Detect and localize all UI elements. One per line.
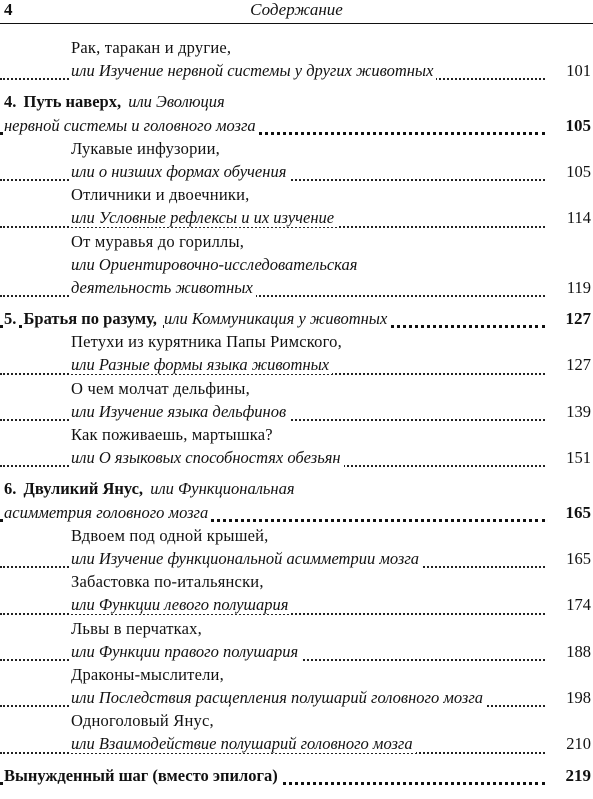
entry-title: Рак, таракан и другие, (71, 38, 234, 57)
chapter-heading-line (0, 477, 593, 500)
page-ref[interactable]: 127 (563, 353, 591, 376)
entry-subtitle: или Изучение языка дельфинов (71, 402, 289, 421)
entry-title-line (0, 137, 593, 160)
entry-title-line (0, 423, 593, 446)
toc-entry-line[interactable] (0, 59, 593, 82)
entry-subtitle: или Условные рефлексы и их изучение (71, 208, 337, 227)
entry-title: Забастовка по-итальянски, (71, 572, 267, 591)
page-ref[interactable]: 114 (564, 206, 591, 229)
entry-title-line (0, 709, 593, 732)
toc-entry-line[interactable] (0, 276, 593, 299)
toc-chapter-line[interactable] (0, 501, 593, 524)
entry-title: Петухи из курятника Папы Римского, (71, 332, 345, 351)
section-gap (0, 469, 593, 477)
epilogue-title: Вынужденный шаг (вместо эпилога) (4, 766, 281, 785)
toc-entry-line[interactable] (0, 640, 593, 663)
toc-chapter-line[interactable] (0, 307, 593, 330)
entry-title: Драконы-мыслители, (71, 665, 227, 684)
page-header (0, 0, 593, 22)
chapter-number: 5. (4, 309, 19, 328)
page-ref[interactable]: 165 (563, 547, 591, 570)
entry-title-line (0, 230, 593, 253)
running-head: Содержание (250, 0, 343, 19)
entry-title: Отличники и двоечники, (71, 185, 252, 204)
toc-chapter-line[interactable] (0, 114, 593, 137)
section-gap (0, 299, 593, 307)
page-ref[interactable]: 119 (564, 276, 591, 299)
entry-title: Лукавые инфузории, (71, 139, 223, 158)
entry-title: Львы в перчатках, (71, 619, 205, 638)
chapter-title: Путь наверх, (24, 92, 125, 111)
entry-subtitle: деятельность животных (71, 278, 256, 297)
entry-title: О чем молчат дельфины, (71, 379, 253, 398)
entry-subtitle: или Функции правого полушария (71, 642, 301, 661)
toc-entry-line[interactable] (0, 593, 593, 616)
entry-title-line (0, 377, 593, 400)
section-gap (0, 756, 593, 764)
chapter-heading-line (0, 90, 593, 113)
chapter-title: Двуликий Янус, (24, 479, 147, 498)
page-ref[interactable]: 165 (563, 501, 592, 524)
page-ref[interactable]: 105 (563, 160, 591, 183)
chapter-subtitle: или Функциональная (150, 479, 297, 498)
entry-title: или Ориентировочно-исследовательская (71, 255, 360, 274)
entry-title-line (0, 36, 593, 59)
chapter-subtitle-cont: асимметрия головного мозга (4, 503, 211, 522)
entry-subtitle: или о низших формах обучения (71, 162, 289, 181)
toc-entry-line[interactable] (0, 400, 593, 423)
entry-title-line (0, 524, 593, 547)
toc-epilogue-line[interactable] (0, 764, 593, 787)
page-ref[interactable]: 210 (563, 732, 591, 755)
page-ref[interactable]: 101 (563, 59, 591, 82)
entry-subtitle: или Функции левого полушария (71, 595, 291, 614)
entry-subtitle: или Последствия расщепления полушарий головного мозга (71, 688, 486, 707)
entry-title-line (0, 253, 593, 276)
toc-entry-line[interactable] (0, 206, 593, 229)
page-ref[interactable]: 219 (563, 764, 592, 787)
toc-entry-line[interactable] (0, 686, 593, 709)
chapter-subtitle: или Коммуникация у животных (164, 309, 390, 328)
entry-subtitle: или Разные формы языка животных (71, 355, 332, 374)
toc-entry-line[interactable] (0, 446, 593, 469)
entry-title-line (0, 617, 593, 640)
chapter-subtitle: или Эволюция (128, 92, 227, 111)
page-ref[interactable]: 139 (563, 400, 591, 423)
chapter-number: 6. (4, 479, 19, 498)
page-ref[interactable]: 198 (563, 686, 591, 709)
section-gap (0, 82, 593, 90)
entry-title: Одноголовый Янус, (71, 711, 217, 730)
page-number: 4 (4, 0, 13, 19)
page-ref[interactable]: 127 (563, 307, 592, 330)
header-rule (0, 23, 593, 24)
chapter-subtitle-cont: нервной системы и головного мозга (4, 116, 259, 135)
toc-entry-line[interactable] (0, 353, 593, 376)
entry-title: Вдвоем под одной крышей, (71, 526, 271, 545)
chapter-number: 4. (4, 92, 19, 111)
toc-entry-line[interactable] (0, 160, 593, 183)
entry-title-line (0, 330, 593, 353)
page-ref[interactable]: 188 (563, 640, 591, 663)
page-ref[interactable]: 151 (563, 446, 591, 469)
page-ref[interactable]: 174 (563, 593, 591, 616)
page-ref[interactable]: 105 (563, 114, 592, 137)
entry-title: От муравья до гориллы, (71, 232, 247, 251)
entry-title: Как поживаешь, мартышка? (71, 425, 276, 444)
entry-subtitle: или Изучение функциональной асимметрии мозга (71, 549, 422, 568)
chapter-title: Братья по разуму, (24, 309, 160, 328)
table-of-contents (0, 36, 593, 787)
entry-subtitle: или Изучение нервной системы у других животных (71, 61, 436, 80)
entry-subtitle: или О языковых способностях обезьян (71, 448, 344, 467)
entry-title-line (0, 663, 593, 686)
entry-title-line (0, 570, 593, 593)
toc-entry-line[interactable] (0, 547, 593, 570)
entry-subtitle: или Взаимодействие полушарий головного мозга (71, 734, 416, 753)
toc-entry-line[interactable] (0, 732, 593, 755)
entry-title-line (0, 183, 593, 206)
